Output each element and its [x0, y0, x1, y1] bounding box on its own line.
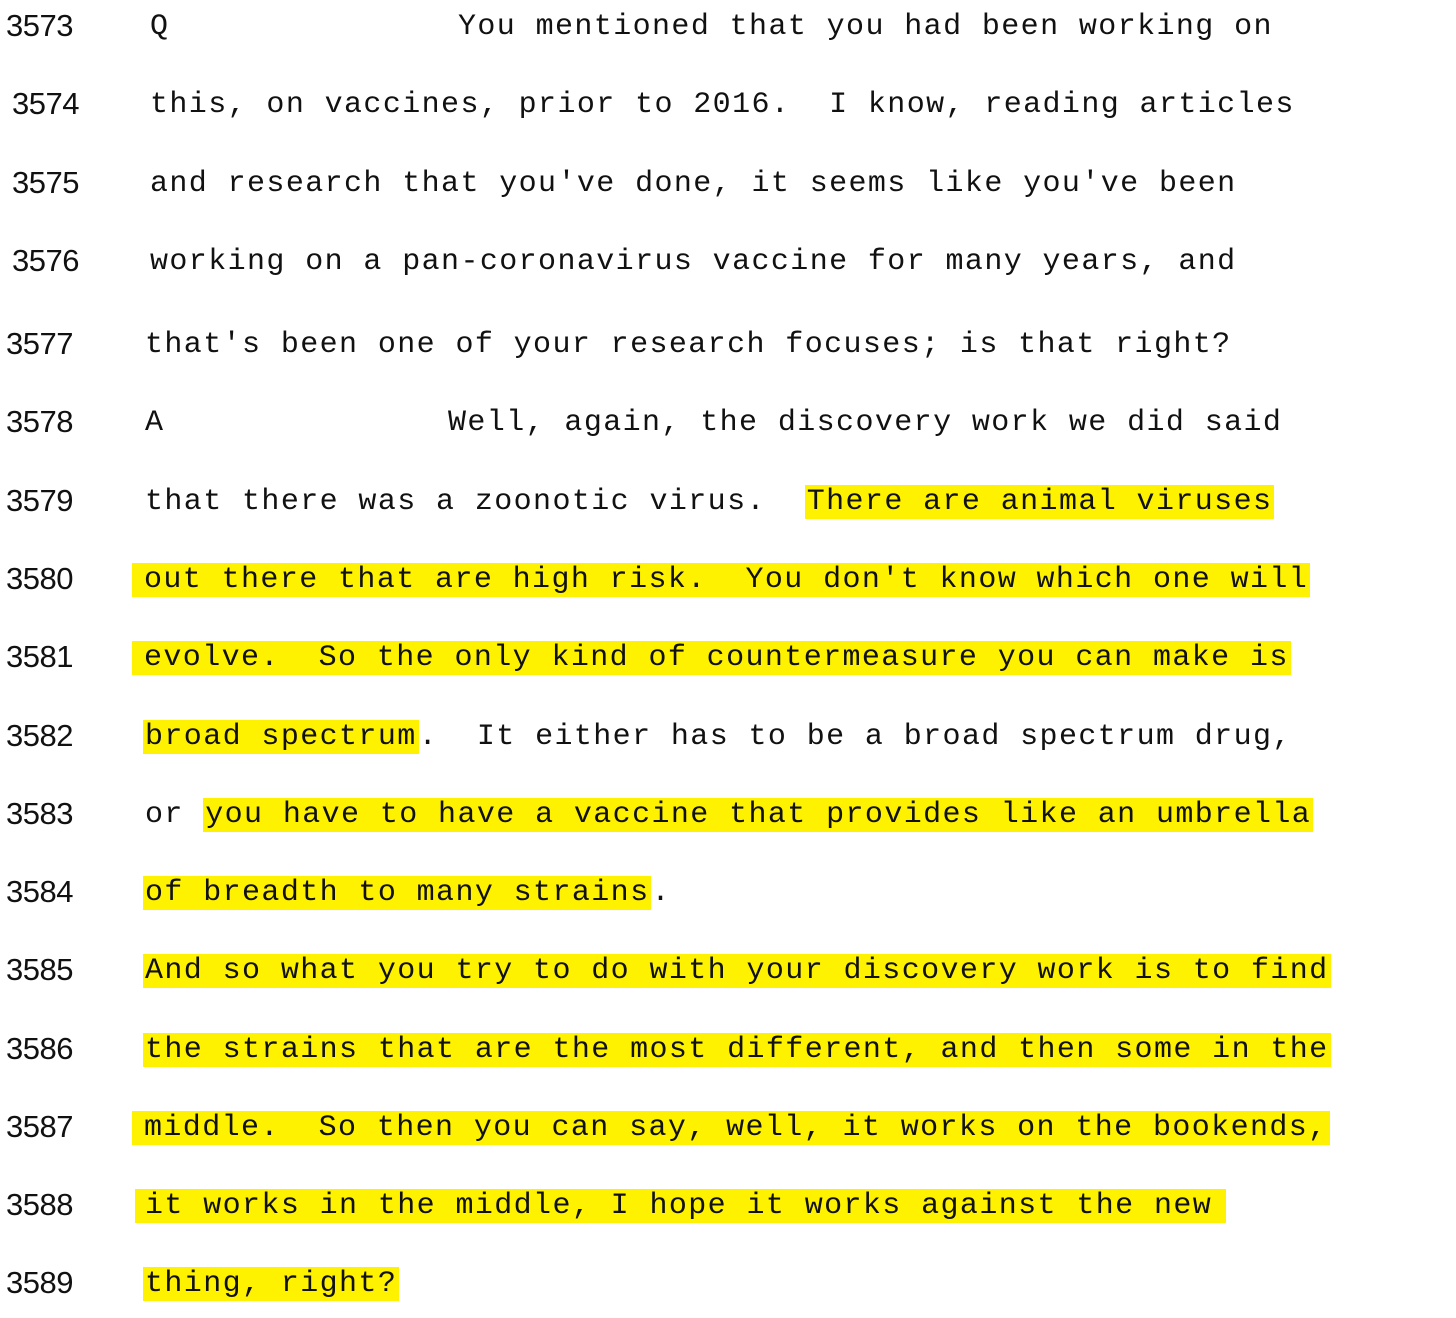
- transcript-line: [132, 639, 1291, 677]
- transcript-line-text: Well, again, the discovery work we did said: [448, 406, 1283, 440]
- highlighted-text: thing, right?: [145, 1267, 398, 1301]
- highlighted-text: middle. So then you can say, well, it works on the bookends,: [132, 1111, 1330, 1145]
- transcript-line-text: that's been one of your research focuses; is that right?: [145, 328, 1232, 362]
- plain-text: . It either has to be a broad spectrum drug,: [418, 720, 1292, 754]
- transcript-line: [145, 483, 1274, 521]
- highlighted-text: evolve. So the only kind of countermeasure you can make is: [132, 641, 1291, 675]
- highlighted-text: out there that are high risk. You don't know which one will: [132, 563, 1310, 597]
- transcript-line-text: working on a pan-coronavirus vaccine for many years, and: [150, 245, 1237, 279]
- line-number: 3574: [12, 86, 79, 121]
- speaker-label: Q: [150, 10, 170, 44]
- line-number: 3576: [12, 243, 79, 278]
- speaker-label: A: [145, 406, 165, 440]
- line-number: 3577: [6, 326, 73, 361]
- highlighted-text: And so what you try to do with your discovery work is to find: [145, 954, 1329, 988]
- line-number: 3582: [6, 718, 73, 753]
- highlighted-text: the strains that are the most different, and then some in the: [145, 1033, 1329, 1067]
- plain-text: or: [145, 798, 204, 832]
- line-number: 3584: [6, 874, 73, 909]
- line-number: 3573: [6, 8, 73, 43]
- line-number: 3580: [6, 561, 73, 596]
- line-number: 3587: [6, 1109, 73, 1144]
- line-number: 3589: [6, 1265, 73, 1300]
- line-number: 3578: [6, 404, 73, 439]
- line-number: 3575: [12, 165, 79, 200]
- transcript-line-text: this, on vaccines, prior to 2016. I know, reading articles: [150, 88, 1295, 122]
- transcript-line: [145, 796, 1313, 834]
- transcript-line: [143, 874, 671, 912]
- plain-text: .: [651, 876, 671, 910]
- transcript-line: [143, 952, 1331, 990]
- transcript-line: [135, 1187, 1226, 1225]
- line-number: 3585: [6, 952, 73, 987]
- highlighted-text: it works in the middle, I hope it works against the new: [135, 1189, 1226, 1223]
- line-number: 3581: [6, 639, 73, 674]
- transcript-line-text: You mentioned that you had been working on: [458, 10, 1273, 44]
- highlighted-text: broad spectrum: [145, 720, 417, 754]
- plain-text: that there was a zoonotic virus.: [145, 485, 805, 519]
- line-number: 3588: [6, 1187, 73, 1222]
- transcript-line: [143, 718, 1292, 756]
- line-number: 3586: [6, 1031, 73, 1066]
- highlighted-text: of breadth to many strains: [145, 876, 650, 910]
- transcript-line-text: and research that you've done, it seems like you've been: [150, 167, 1237, 201]
- line-number: 3579: [6, 483, 73, 518]
- transcript-line: [143, 1031, 1331, 1069]
- transcript-line: [143, 1265, 399, 1303]
- line-number: 3583: [6, 796, 73, 831]
- highlighted-text: There are animal viruses: [806, 485, 1273, 519]
- highlighted-text: you have to have a vaccine that provides like an umbrella: [205, 798, 1312, 832]
- transcript-line: [132, 1109, 1330, 1147]
- transcript-line: [132, 561, 1310, 599]
